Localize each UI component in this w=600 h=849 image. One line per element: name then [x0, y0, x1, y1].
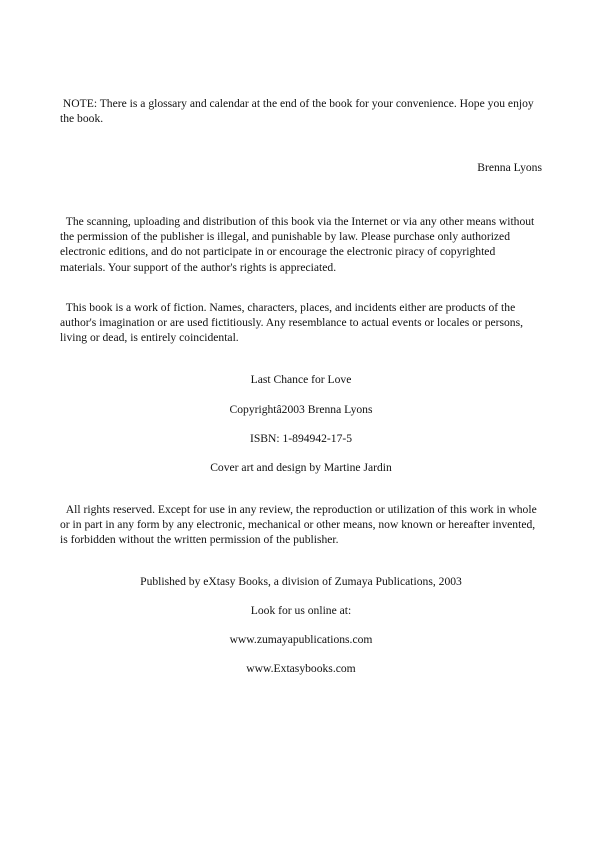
- cover-credit: Cover art and design by Martine Jardin: [210, 461, 392, 474]
- website-link-zumaya[interactable]: www.zumayapublications.com: [229, 633, 373, 646]
- piracy-notice: [60, 214, 542, 275]
- glossary-note-text: NOTE: There is a glossary and calendar at the end of the book for your convenience. Hope you enjoy the book.: [60, 97, 534, 126]
- look-for-us-line: Look for us online at:: [250, 604, 352, 617]
- isbn-line: ISBN: 1-894942-17-5: [249, 432, 353, 445]
- fiction-disclaimer: [60, 300, 542, 346]
- author-signature: Brenna Lyons: [477, 161, 542, 174]
- copyright-line: Copyrightâ2003 Brenna Lyons: [229, 403, 373, 416]
- book-title: Last Chance for Love: [250, 373, 352, 386]
- rights-reserved: [60, 502, 542, 548]
- fiction-disclaimer-text: This book is a work of fiction. Names, characters, places, and incidents either are products of the author's imagination or are used fictitiously. Any resemblance to actual events or locales or persons, living or dead, is entirely coincidental.: [60, 301, 524, 345]
- piracy-notice-text: The scanning, uploading and distribution of this book via the Internet or via any other means without the permission of the publisher is illegal, and punishable by law. Please purchase only authorized electronic editions, and do not participate in or encourage the electronic piracy of copyrighted materials. Your support of the author's rights is appreciated.: [60, 215, 535, 274]
- glossary-note: [60, 96, 542, 126]
- website-link-extasy[interactable]: www.Extasybooks.com: [246, 662, 356, 675]
- publisher-line: Published by eXtasy Books, a division of Zumaya Publications, 2003: [140, 575, 462, 588]
- rights-reserved-text: All rights reserved. Except for use in any review, the reproduction or utilization of this work in whole or in part in any form by any electronic, mechanical or other means, now known or hereafter invented, is forbidden without the written permission of the publisher.: [60, 503, 537, 547]
